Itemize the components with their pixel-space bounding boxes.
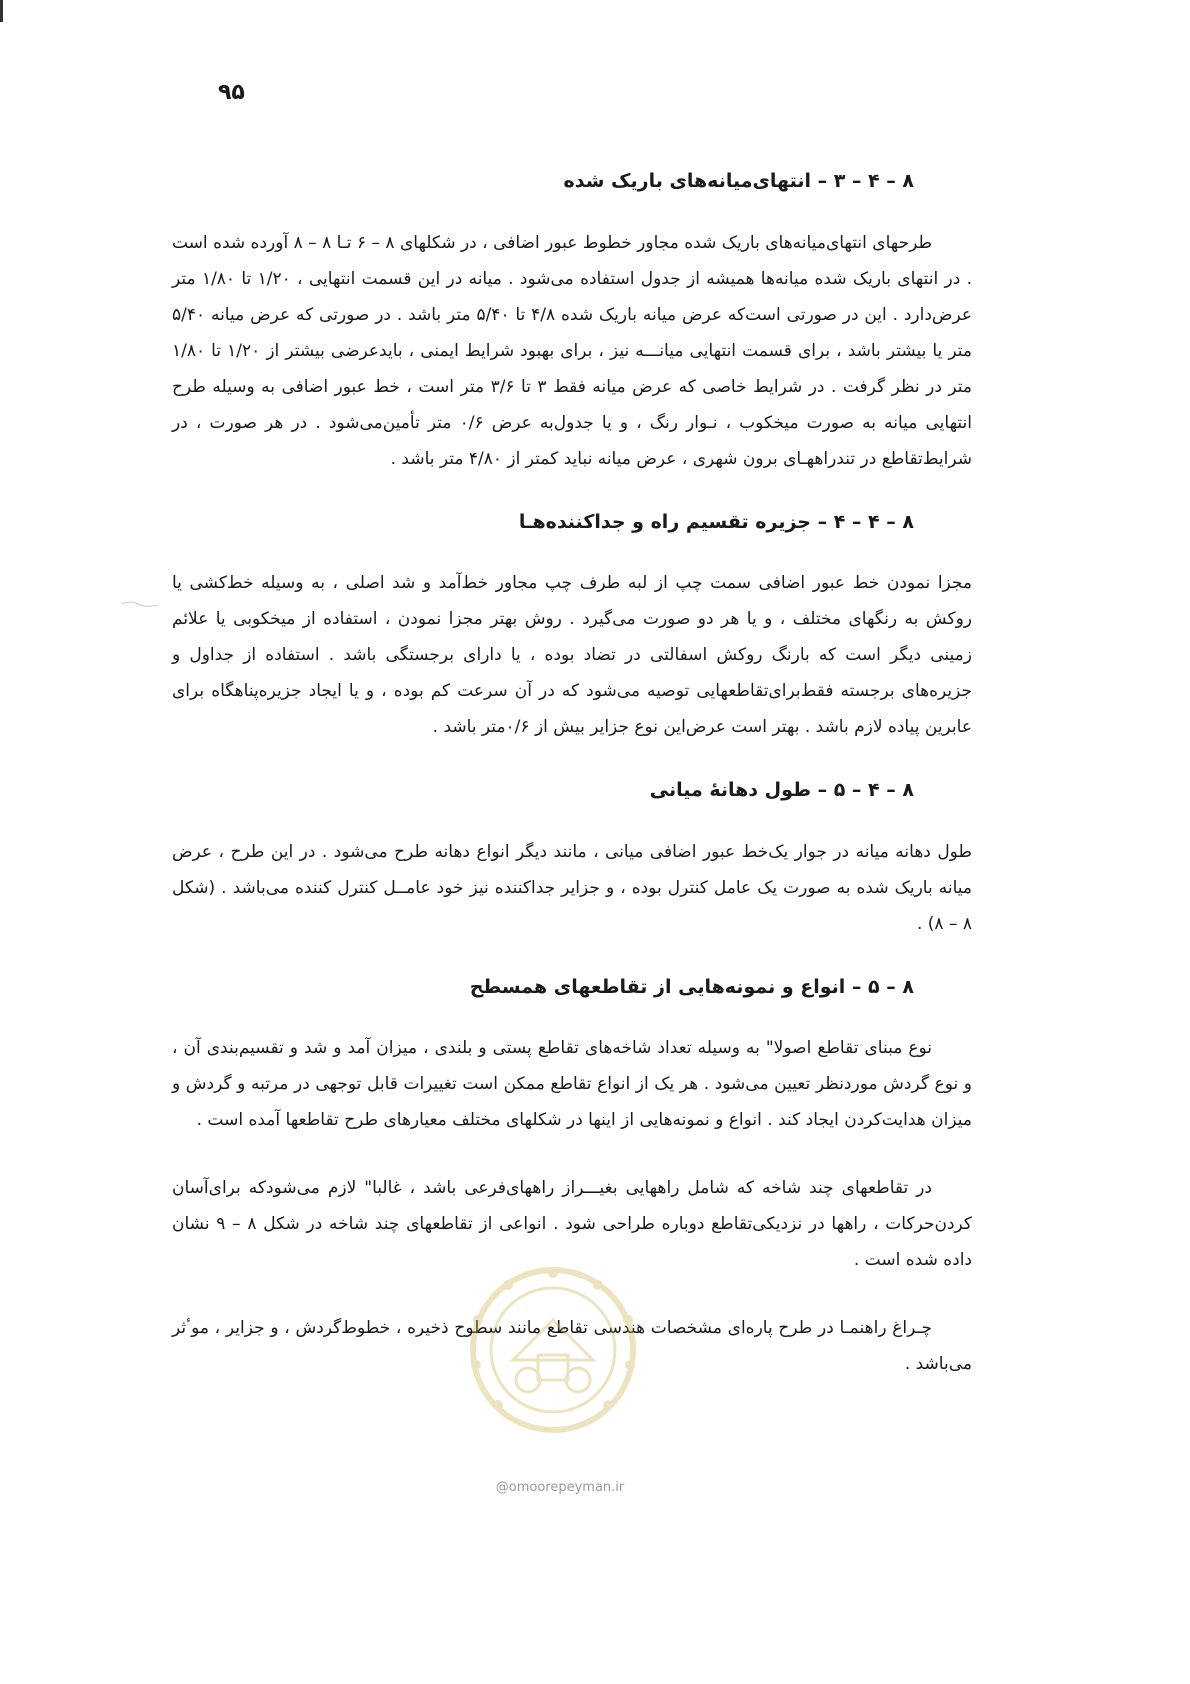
paragraph: مجزا نمودن خط عبور اضافی سمت چپ از لبه طرف چپ مجاور خط‌آمد و شد اصلی ، به وسیله خط‌کشی یا روکش به رنگهای مختلف ، و یا هر دو صورت می‌گیرد . روش بهتر مجزا نمودن ، استفاده از میخکوبی یا علائم زمینی دیگر است که بارنگ روکش اسفالتی در تضاد بوده ، یا دارای برجستگی باشد . استفاده از جداول و جزیره‌های برجسته فقط‌برای‌تقاطعهایی توصیه می‌شود که در آن سرعت کم بوده ، و یا ایجاد جزیره‌پناهگاه برای عابرین پیاده لازم باشد . بهتر است عرض‌این نوع جزایر بیش از ۰/۶متر باشد . xyxy=(172,573,972,738)
section-median-opening-length xyxy=(172,777,972,942)
paragraph: چـراغ راهنمـا در طرح پاره‌ای مشخصات هندسی تقاطع مانند سطوح ذخیره ، خطوط‌گردش ، و جزایر ، موٴثر می‌باشد . xyxy=(172,1318,972,1375)
paragraph: طرحهای انتهای‌میانه‌های باریک شده مجاور خطوط عبور اضافی ، در شکلهای ۸ – ۶ تـا ۸ – ۸ آورده شده است . در انتهای باریک شده میانه‌ها همیشه از جدول استفاده می‌شود . میانه در این قسمت انتهایی ، ۱/۲۰ تا ۱/۸۰ متر عرض‌دارد . این در صورتی است‌که عرض میانه باریک شده ۴/۸ تا ۵/۴۰ متر باشد . در صورتی که عرض میانه ۵/۴۰ متر یا بیشتر باشد ، برای قسمت انتهایی میانـــه نیز ، برای بهبود شرایط ایمنی ، باید‌عرضی بیشتر از ۱/۲۰ تا ۱/۸۰ متر در نظر گرفت . در شرایط خاصی که عرض میانه فقط ۳ تا ۳/۶ متر است ، خط عبور اضافی به وسیله طرح انتهایی میانه به صورت میخکوب ، نـوار رنگ ، و یا جدول‌به عرض ۰/۶ متر تأمین‌می‌شود . در هر صورت ، در شرایط‌تقاطع در تند‌راههـای برون شهری ، عرض میانه نباید کمتر از ۴/۸۰ متر باشد . xyxy=(172,232,973,469)
section-median-ends xyxy=(172,168,972,477)
watermark-url: @omoorepeyman.ir xyxy=(495,1480,625,1495)
margin-scribble xyxy=(120,598,160,610)
scan-edge-mark xyxy=(0,0,3,22)
section-intersection-types xyxy=(172,974,972,1383)
section-heading: ۸ – ۵ – انواع و نمونه‌هایی از تقاطعهای همسطح xyxy=(469,975,914,998)
page-number: ۹۵ xyxy=(218,80,245,105)
section-heading: ۸ – ۴ – ۵ – طول دهانهٔ میانی xyxy=(649,779,914,802)
section-islands-separators xyxy=(172,509,972,746)
document-body xyxy=(172,168,972,1414)
paragraph: نوع مبنای تقاطع اصولا" به وسیله تعداد شاخه‌های تقاطع پستی و بلندی ، میزان آمد و شد و تقسیم‌بندی آن ، و نوع گردش موردنظر تعیین می‌شود . هر یک از انواع تقاطع ممکن است تغییرات قابل توجهی در مرتبه و گردش و میزان هدایت‌کردن ایجاد کند . انواع و نمونه‌هایی از اینها در شکلهای مختلف معیارهای طرح تقاطعها آمده است . xyxy=(172,1038,972,1131)
section-heading: ۸ – ۴ – ۳ – انتهای‌میانه‌های باریک شده xyxy=(563,170,914,192)
section-heading: ۸ – ۴ – ۴ – جزیره تقسیم راه و جداکننده‌هـا xyxy=(518,510,914,533)
paragraph: در تقاطعهای چند شاخه که شامل راههایی بغیـــراز راههای‌فرعی باشد ، غالبا" لازم می‌شودکه برای‌آسان کردن‌حرکات ، راهها در نزدیکی‌تقاطع دوباره طراحی شود . انواعی از تقاطعهای چند شاخه در شکل ۸ – ۹ نشان داده شده است . xyxy=(172,1178,972,1271)
paragraph: طول دهانه میانه در جوار یک‌خط عبور اضافی میانی ، مانند دیگر انواع دهانه طرح می‌شود . در این طرح ، عرض میانه باریک شده به صورت یک عامل کنترل بوده ، و جزایر جداکننده نیز خود عامــل کنترل کننده می‌باشد . (شکل ۸ – ۸) . xyxy=(172,841,972,934)
